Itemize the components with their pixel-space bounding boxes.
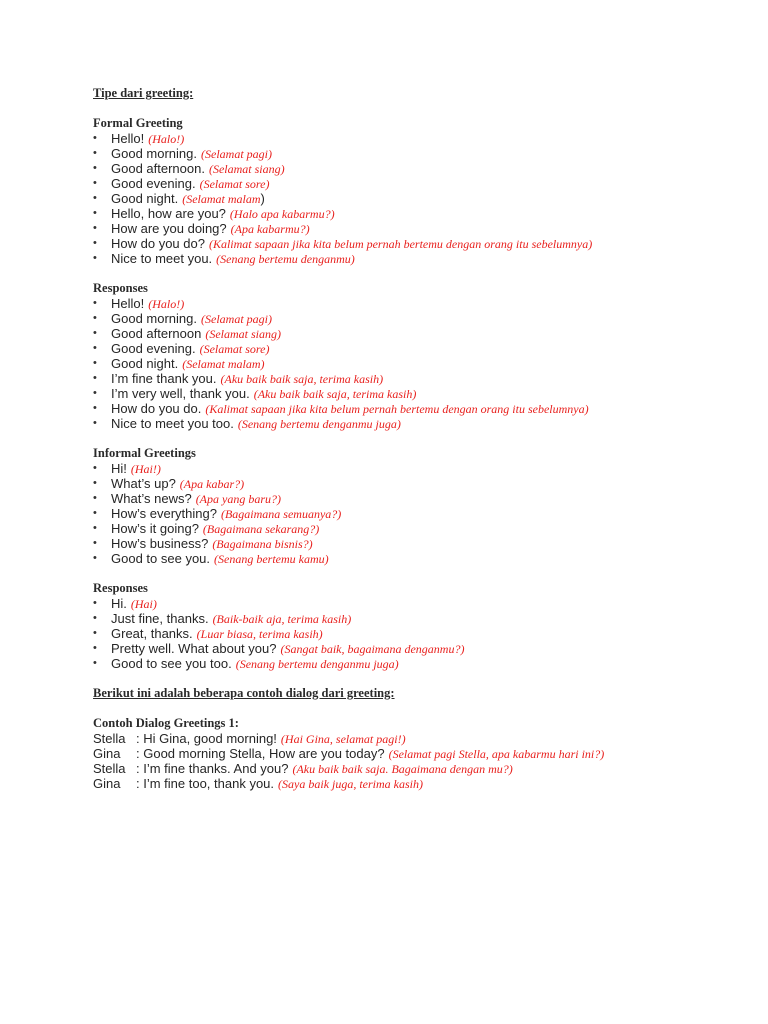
english-phrase: Good to see you too. [111, 656, 232, 671]
dialog-lines [93, 731, 733, 791]
bullet-icon: • [93, 537, 97, 549]
section-heading: Responses [93, 281, 148, 295]
page-title: Tipe dari greeting: [93, 86, 194, 100]
list-item [93, 386, 733, 401]
list-item [93, 146, 733, 161]
bullet-icon: • [93, 552, 97, 564]
indonesian-translation: (Baik-baik aja, terima kasih) [212, 612, 352, 626]
bullet-icon: • [93, 612, 97, 624]
list-item [93, 131, 733, 146]
dialog-line [93, 776, 733, 791]
english-phrase: Hi! [111, 461, 127, 476]
english-phrase: Nice to meet you too. [111, 416, 234, 431]
bullet-icon: • [93, 627, 97, 639]
list-item [93, 611, 733, 626]
dialog-translation: (Hai Gina, selamat pagi!) [280, 732, 406, 746]
bullet-icon: • [93, 417, 97, 429]
bullet-icon: • [93, 162, 97, 174]
indonesian-translation: (Kalimat sapaan jika kita belum pernah bertemu dengan orang itu sebelumnya) [208, 237, 593, 251]
list-item [93, 341, 733, 356]
english-phrase: How do you do. [111, 401, 202, 416]
list-item [93, 656, 733, 671]
indonesian-translation: (Bagaimana sekarang?) [202, 522, 320, 536]
bullet-icon: • [93, 207, 97, 219]
list-item [93, 551, 733, 566]
list-item [93, 236, 733, 251]
list-item [93, 536, 733, 551]
bullet-icon: • [93, 642, 97, 654]
list-item [93, 596, 733, 611]
english-phrase: How’s it going? [111, 521, 199, 536]
dialog-text: : Good morning Stella, How are you today? [136, 746, 385, 761]
english-phrase: Good evening. [111, 341, 196, 356]
indonesian-translation: (Halo!) [148, 297, 185, 311]
dialog-translation: (Saya baik juga, terima kasih) [278, 777, 424, 791]
bullet-icon: • [93, 147, 97, 159]
bullet-icon: • [93, 492, 97, 504]
indonesian-translation: (Senang bertemu denganmu juga) [235, 657, 399, 671]
greeting-list [93, 296, 733, 431]
bullet-icon: • [93, 372, 97, 384]
spacer [93, 101, 733, 116]
indonesian-translation: (Selamat siang) [208, 162, 285, 176]
list-item [93, 191, 733, 206]
list-item [93, 521, 733, 536]
list-item [93, 491, 733, 506]
bullet-icon: • [93, 462, 97, 474]
indonesian-translation: (Hai!) [130, 462, 161, 476]
section-heading: Responses [93, 581, 148, 595]
dialog-text: : Hi Gina, good morning! [136, 731, 277, 746]
indonesian-translation: (Hai) [130, 597, 157, 611]
bullet-icon: • [93, 522, 97, 534]
list-item [93, 371, 733, 386]
bullet-icon: • [93, 297, 97, 309]
indonesian-translation: (Senang bertemu kamu) [214, 552, 329, 566]
bullet-icon: • [93, 327, 97, 339]
list-item [93, 416, 733, 431]
speaker-name: Stella [93, 731, 126, 746]
english-phrase: Good afternoon. [111, 161, 205, 176]
dialog-text: : I’m fine too, thank you. [136, 776, 275, 791]
indonesian-translation: (Selamat sore) [199, 177, 270, 191]
document-page [93, 86, 733, 791]
english-phrase: Good morning. [111, 146, 197, 161]
indonesian-translation: (Senang bertemu denganmu juga) [237, 417, 401, 431]
dialog-text: : I’m fine thanks. And you? [136, 761, 289, 776]
indonesian-translation: (Apa kabarmu?) [230, 222, 310, 236]
english-phrase: How do you do? [111, 236, 205, 251]
spacer [93, 701, 733, 716]
indonesian-translation: (Bagaimana semuanya?) [220, 507, 342, 521]
indonesian-translation: (Apa yang baru?) [195, 492, 282, 506]
list-item [93, 296, 733, 311]
english-phrase: Good night. [111, 356, 179, 371]
dialog-translation: (Aku baik baik saja. Bagaimana dengan mu?) [292, 762, 513, 776]
english-phrase: How’s business? [111, 536, 209, 551]
indonesian-translation: (Senang bertemu denganmu) [216, 252, 355, 266]
speaker-name: Gina [93, 746, 121, 761]
bullet-icon: • [93, 132, 97, 144]
list-item [93, 476, 733, 491]
greeting-list [93, 596, 733, 671]
dialog-line [93, 746, 733, 761]
bullet-icon: • [93, 237, 97, 249]
english-phrase: What’s news? [111, 491, 192, 506]
greeting-list [93, 461, 733, 566]
bullet-icon: • [93, 357, 97, 369]
english-phrase: Good morning. [111, 311, 197, 326]
indonesian-translation: (Selamat pagi) [201, 147, 272, 161]
bullet-icon: • [93, 507, 97, 519]
list-item [93, 326, 733, 341]
spacer [93, 566, 733, 581]
indonesian-translation: (Selamat siang) [205, 327, 282, 341]
indonesian-translation: (Selamat malam [182, 192, 261, 206]
indonesian-translation: (Halo apa kabarmu?) [229, 207, 335, 221]
english-phrase: Hello, how are you? [111, 206, 226, 221]
english-phrase: Hello! [111, 131, 145, 146]
indonesian-translation: (Aku baik baik saja, terima kasih) [253, 387, 417, 401]
spacer [93, 266, 733, 281]
english-phrase: What’s up? [111, 476, 176, 491]
bullet-icon: • [93, 477, 97, 489]
section-heading: Formal Greeting [93, 116, 183, 130]
dialog-translation: (Selamat pagi Stella, apa kabarmu hari ini?) [388, 747, 605, 761]
english-phrase: Good evening. [111, 176, 196, 191]
indonesian-translation: (Kalimat sapaan jika kita belum pernah bertemu dengan orang itu sebelumnya) [205, 402, 589, 416]
spacer [93, 431, 733, 446]
bullet-icon: • [93, 342, 97, 354]
list-item [93, 641, 733, 656]
english-phrase: I’m very well, thank you. [111, 386, 250, 401]
bullet-icon: • [93, 387, 97, 399]
english-phrase: Good night. [111, 191, 179, 206]
list-item [93, 206, 733, 221]
english-phrase: Pretty well. What about you? [111, 641, 277, 656]
english-phrase: Hello! [111, 296, 145, 311]
indonesian-translation: (Bagaimana bisnis?) [212, 537, 313, 551]
list-item [93, 626, 733, 641]
english-phrase: Nice to meet you. [111, 251, 213, 266]
english-phrase: Good to see you. [111, 551, 211, 566]
english-phrase: I’m fine thank you. [111, 371, 217, 386]
greeting-list [93, 131, 733, 266]
dialog-heading: Contoh Dialog Greetings 1: [93, 716, 239, 730]
indonesian-translation: (Selamat malam) [182, 357, 265, 371]
indonesian-translation: (Aku baik baik saja, terima kasih) [220, 372, 384, 386]
english-phrase: Great, thanks. [111, 626, 193, 641]
english-phrase: Hi. [111, 596, 127, 611]
bullet-icon: • [93, 657, 97, 669]
list-item [93, 506, 733, 521]
bullet-icon: • [93, 177, 97, 189]
speaker-name: Gina [93, 776, 121, 791]
list-item [93, 356, 733, 371]
list-item [93, 461, 733, 476]
list-item [93, 161, 733, 176]
bullet-icon: • [93, 252, 97, 264]
list-item [93, 401, 733, 416]
spacer [93, 671, 733, 686]
english-phrase: Good afternoon [111, 326, 202, 341]
bullet-icon: • [93, 222, 97, 234]
speaker-name: Stella [93, 761, 126, 776]
english-phrase: How are you doing? [111, 221, 227, 236]
trailing-text: ) [260, 191, 265, 206]
dialog-line [93, 761, 733, 776]
greeting-sections [93, 116, 733, 686]
dialog-intro: Berikut ini adalah beberapa contoh dialog dari greeting: [93, 686, 395, 700]
bullet-icon: • [93, 402, 97, 414]
list-item [93, 311, 733, 326]
indonesian-translation: (Sangat baik, bagaimana denganmu?) [280, 642, 465, 656]
indonesian-translation: (Luar biasa, terima kasih) [196, 627, 323, 641]
indonesian-translation: (Halo!) [148, 132, 185, 146]
bullet-icon: • [93, 192, 97, 204]
english-phrase: Just fine, thanks. [111, 611, 209, 626]
indonesian-translation: (Selamat pagi) [201, 312, 272, 326]
english-phrase: How’s everything? [111, 506, 217, 521]
list-item [93, 176, 733, 191]
list-item [93, 221, 733, 236]
dialog-line [93, 731, 733, 746]
bullet-icon: • [93, 597, 97, 609]
bullet-icon: • [93, 312, 97, 324]
indonesian-translation: (Selamat sore) [199, 342, 270, 356]
section-heading: Informal Greetings [93, 446, 196, 460]
list-item [93, 251, 733, 266]
indonesian-translation: (Apa kabar?) [179, 477, 245, 491]
